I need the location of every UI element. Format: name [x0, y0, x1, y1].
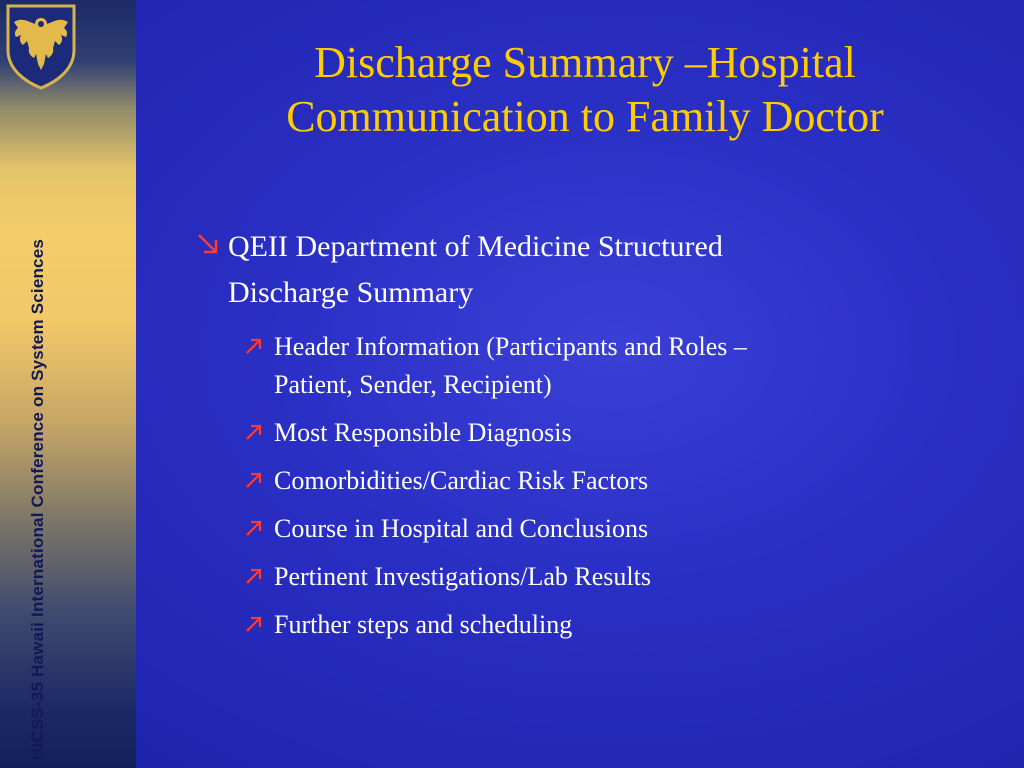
- list-item: [274, 558, 1004, 596]
- main-point-line-1: QEII Department of Medicine Structured: [228, 230, 723, 263]
- slide-title-line-1: Discharge Summary –Hospital: [314, 38, 856, 87]
- slide-title-line-2: Communication to Family Doctor: [286, 92, 884, 141]
- arrow-up-right-icon: [244, 566, 264, 586]
- list-item-text: Patient, Sender, Recipient): [274, 370, 552, 399]
- list-item-text: Pertinent Investigations/Lab Results: [274, 562, 651, 591]
- list-item: [274, 414, 1004, 452]
- conference-label: HICSS-35 Hawaii International Conference on System Sciences: [28, 238, 47, 760]
- arrow-down-right-icon: [194, 230, 222, 258]
- sub-bullet-list: [194, 328, 1004, 644]
- arrow-up-right-icon: [244, 614, 264, 634]
- sidebar: [0, 0, 136, 768]
- list-item: [274, 606, 1004, 644]
- list-item: [274, 328, 1004, 404]
- main-point-line-2: Discharge Summary: [228, 276, 474, 309]
- list-item-text: Comorbidities/Cardiac Risk Factors: [274, 466, 649, 495]
- list-item: [274, 462, 1004, 500]
- list-item-text: Further steps and scheduling: [274, 610, 573, 639]
- arrow-up-right-icon: [244, 470, 264, 490]
- main-bullet-point: [194, 224, 1004, 316]
- list-item-text: Most Responsible Diagnosis: [274, 418, 572, 447]
- slide-content: [194, 224, 1004, 654]
- eagle-crest-icon: [6, 4, 76, 90]
- list-item-text: Course in Hospital and Conclusions: [274, 514, 649, 543]
- list-item: [274, 510, 1004, 548]
- slide-title: [150, 36, 1020, 144]
- arrow-up-right-icon: [244, 518, 264, 538]
- list-item-text: Header Information (Participants and Roles –: [274, 332, 747, 361]
- arrow-up-right-icon: [244, 336, 264, 356]
- arrow-up-right-icon: [244, 422, 264, 442]
